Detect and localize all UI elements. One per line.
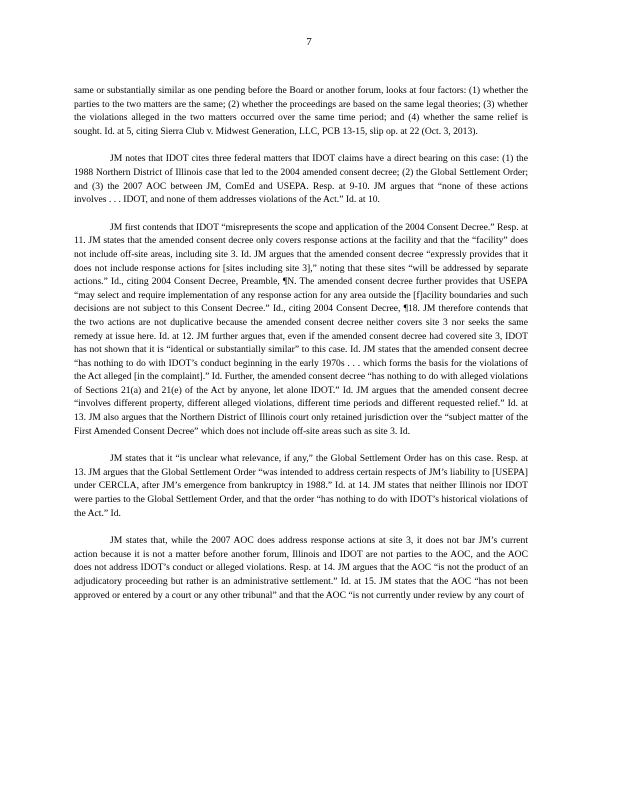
paragraph-global-settlement: JM states that it “is unclear what relevance, if any,” the Global Settlement Order has on this case. Resp. at 13. JM argues that the Global Settlement Order “was intended to address certain respects of JM’s liability to [USEPA] under CERCLA, after JM’s emergence from bankruptcy in 1988.” Id. at 14. JM states that neither Illinois nor IDOT were parties to the Global Settlement Order, and that the order “has nothing to do with IDOT’s historical violations of the Act.” Id. (74, 453, 528, 519)
paragraph-consent-decree: JM first contends that IDOT “misrepresents the scope and application of the 2004 Consent Decree.” Resp. at 11. JM states that the amended consent decree only covers response actions at the facility and that the “facility” does not include off-site areas, including site 3. Id. JM argues that the amended consent decree “expressly provides that it does not include response actions for [sites including site 3],” noting that these sites “will be addressed by separate actions.” Id., citing 2004 Consent Decree, Preamble, ¶N. The amended consent decree further provides that USEPA “may select and require implementation of any response action for any area outside the [f]acility boundaries and such decisions are not subject to this Consent Decree.” Id., citing 2004 Consent Decree, ¶18. JM therefore contends that the two actions are not duplicative because the amended consent decree neither covers site 3 nor seeks the same remedy at issue here. Id. at 12. JM further argues that, even if the amended consent decree had covered site 3, IDOT has not shown that it is “identical or substantially similar” to this case. Id. JM states that the amended consent decree “has nothing to do with IDOT’s conduct beginning in the early 1970s . . . which forms the basis for the violations of the Act alleged [in the complaint].” Id. Further, the amended consent decree “has nothing to do with alleged violations of Sections 21(a) and 21(e) of the Act by anyone, let alone IDOT.” Id. JM argues that the amended consent decree “involves different property, different alleged violations, different time periods and different requested relief.” Id. at 13. JM also argues that the Northern District of Illinois court only retained jurisdiction over the “subject matter of the First Amended Consent Decree” which does not include off-site areas such as site 3. Id. (74, 221, 528, 437)
paragraph-aoc: JM states that, while the 2007 AOC does address response actions at site 3, it does not bar JM’s current action because it is not a matter before another forum, Illinois and IDOT are not parties to the AOC, and the AOC does not address IDOT’s conduct or alleged violations. Resp. at 14. JM argues that the AOC “is not the product of an adjudicatory proceeding but rather is an administrative settlement.” Id. at 15. JM states that the AOC “has not been approved or entered by a court or any other tribunal” and that the AOC “is not currently under review by any court of (74, 535, 528, 601)
document-body (74, 84, 528, 616)
paragraph-continuation: same or substantially similar as one pending before the Board or another forum, looks at four factors: (1) whether the parties to the two matters are the same; (2) whether the proceedings are based on the same legal theories; (3) whether the violations alleged in the two matters occurred over the same time period; and (4) whether the same relief is sought. Id. at 5, citing Sierra Club v. Midwest Generation, LLC, PCB 13-15, slip op. at 22 (Oct. 3, 2013). (74, 85, 528, 137)
paragraph-federal-matters: JM notes that IDOT cites three federal matters that IDOT claims have a direct bearing on this case: (1) the 1988 Northern District of Illinois case that led to the 2004 amended consent decree; (2) the Global Settlement Order; and (3) the 2007 AOC between JM, ComEd and USEPA. Resp. at 9-10. JM argues that “none of these actions involves . . . IDOT, and none of them addresses violations of the Act.” Id. at 10. (74, 153, 528, 206)
page-number: 7 (306, 36, 312, 48)
